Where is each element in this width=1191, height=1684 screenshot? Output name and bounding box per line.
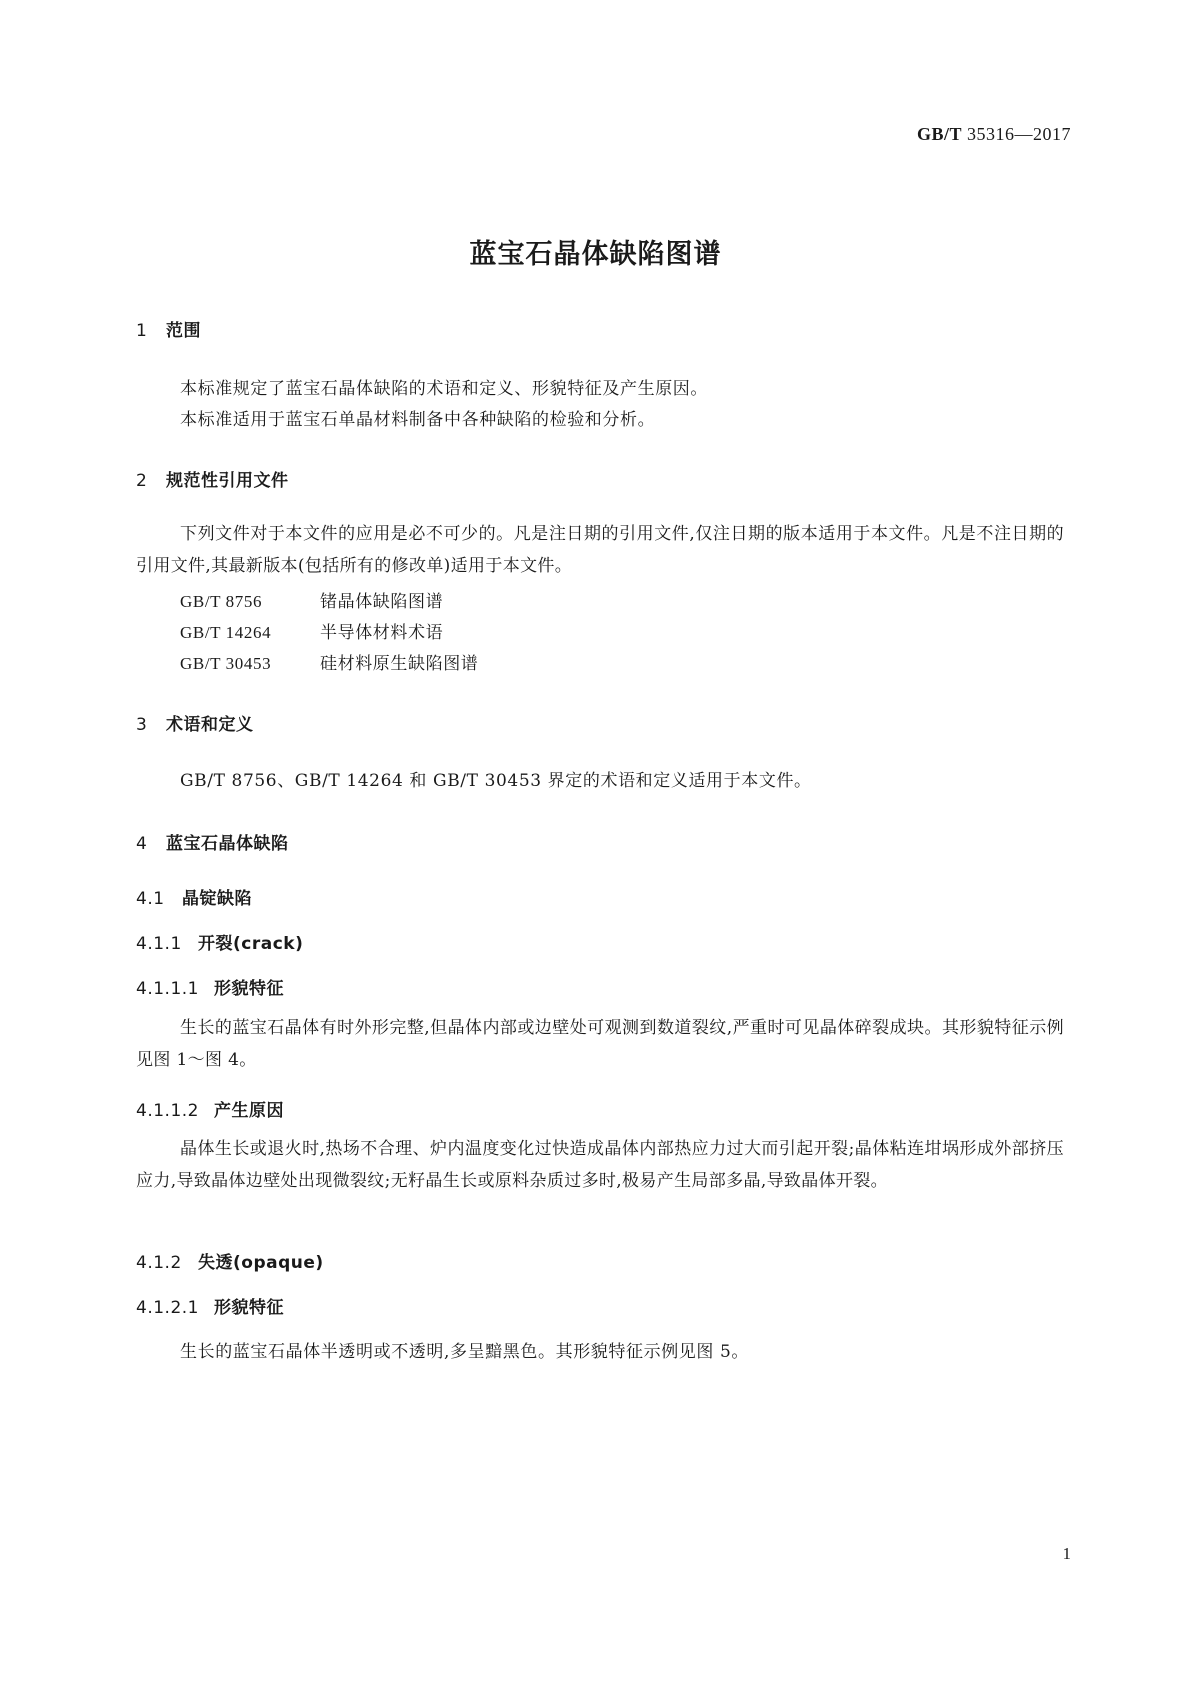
section-1-heading xyxy=(136,316,201,341)
section-number: 3 xyxy=(136,715,148,735)
paragraph: 本标准规定了蓝宝石晶体缺陷的术语和定义、形貌特征及产生原因。 xyxy=(180,379,708,399)
paragraph: 生长的蓝宝石晶体有时外形完整,但晶体内部或边壁处可观测到数道裂纹,严重时可见晶体碎裂成块。其形貌特征示例见图 1～图 4。 xyxy=(136,1018,1064,1070)
section-2-heading xyxy=(136,466,289,491)
paragraph: 生长的蓝宝石晶体半透明或不透明,多呈黯黑色。其形貌特征示例见图 5。 xyxy=(180,1342,750,1362)
section-4-heading xyxy=(136,829,289,854)
section-number: 4.1.1.1 xyxy=(136,979,199,999)
paragraph: 本标准适用于蓝宝石单晶材料制备中各种缺陷的检验和分析。 xyxy=(180,410,656,430)
section-number: 4.1 xyxy=(136,889,165,909)
reference-code: GB/T 30453 xyxy=(180,654,272,673)
section-title: 形貌特征 xyxy=(214,979,284,999)
section-3-heading xyxy=(136,710,254,735)
section-number: 4.1.2.1 xyxy=(136,1298,199,1318)
reference-item xyxy=(180,587,443,612)
section-title: 术语和定义 xyxy=(166,715,254,735)
standard-number: 35316—2017 xyxy=(967,124,1071,144)
reference-name: 半导体材料术语 xyxy=(320,623,444,643)
section-title: 范围 xyxy=(166,321,201,341)
section-title: 开裂(crack) xyxy=(198,934,304,954)
section-title: 晶锭缺陷 xyxy=(182,889,252,909)
reference-code: GB/T 8756 xyxy=(180,592,263,611)
subsection-4-1-2-heading xyxy=(136,1248,324,1273)
section-title: 形貌特征 xyxy=(214,1298,284,1318)
section-number: 4.1.1.2 xyxy=(136,1101,199,1121)
standard-code xyxy=(917,124,1071,145)
reference-name: 硅材料原生缺陷图谱 xyxy=(320,654,479,674)
page-number: 1 xyxy=(1062,1544,1071,1563)
reference-item xyxy=(180,649,478,674)
reference-item xyxy=(180,618,443,643)
subsection-4-1-2-1-heading xyxy=(136,1293,284,1318)
paragraph: 下列文件对于本文件的应用是必不可少的。凡是注日期的引用文件,仅注日期的版本适用于本文件。凡是不注日期的引用文件,其最新版本(包括所有的修改单)适用于本文件。 xyxy=(136,524,1064,576)
section-title: 产生原因 xyxy=(214,1101,284,1121)
standard-prefix: GB/T xyxy=(916,124,962,144)
section-number: 4 xyxy=(136,834,148,854)
section-number: 4.1.2 xyxy=(136,1253,182,1273)
subsection-4-1-1-heading xyxy=(136,929,303,954)
reference-name: 锗晶体缺陷图谱 xyxy=(320,592,444,612)
paragraph: 晶体生长或退火时,热场不合理、炉内温度变化过快造成晶体内部热应力过大而引起开裂;晶体粘连坩埚形成外部挤压应力,导致晶体边壁处出现微裂纹;无籽晶生长或原料杂质过多时,极易产生局部多晶,导致晶体开裂。 xyxy=(136,1139,1064,1191)
document-title: 蓝宝石晶体缺陷图谱 xyxy=(469,239,722,270)
section-number: 4.1.1 xyxy=(136,934,182,954)
subsection-4-1-1-2-heading xyxy=(136,1096,284,1121)
section-title: 规范性引用文件 xyxy=(166,471,289,491)
section-title: 蓝宝石晶体缺陷 xyxy=(166,834,289,854)
subsection-4-1-1-1-heading xyxy=(136,974,284,999)
section-number: 1 xyxy=(136,321,148,341)
paragraph: GB/T 8756、GB/T 14264 和 GB/T 30453 界定的术语和定义适用于本文件。 xyxy=(180,771,812,791)
section-title: 失透(opaque) xyxy=(198,1253,324,1273)
section-number: 2 xyxy=(136,471,148,491)
reference-code: GB/T 14264 xyxy=(180,623,272,642)
subsection-4-1-heading xyxy=(136,884,252,909)
